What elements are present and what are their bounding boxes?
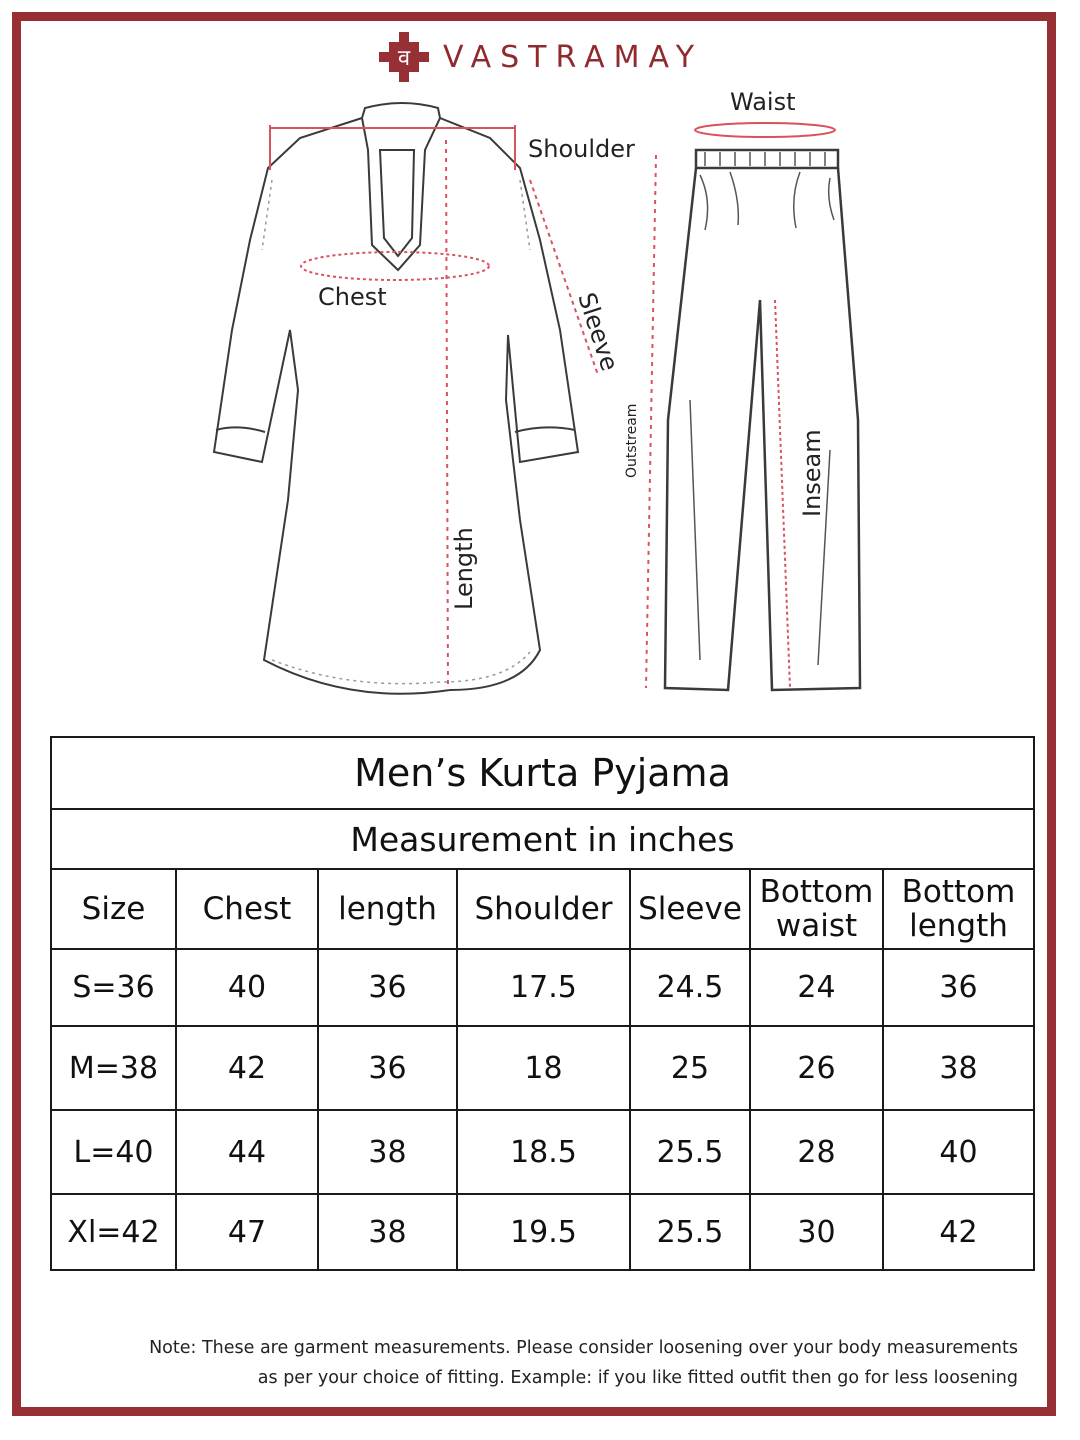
size-chart-table [50,736,1035,1271]
cell-size: Xl=42 [51,1194,176,1270]
cell-sleeve: 25.5 [630,1194,750,1270]
cell-size: L=40 [51,1110,176,1194]
header-bottom-length-line2: length [909,908,1008,944]
cell-shoulder: 18.5 [457,1110,630,1194]
header-bottom-waist-line1: Bottom [759,873,874,910]
length-label: Length [450,527,478,610]
cell-bottom-length: 40 [883,1110,1034,1194]
pyjama-measure-lines [646,123,835,688]
cell-size: M=38 [51,1026,176,1110]
chest-label: Chest [318,283,387,311]
cell-length: 36 [318,1026,457,1110]
table-row [51,949,1034,1026]
pyjama-illustration [665,150,860,690]
cell-bottom-waist: 30 [750,1194,883,1270]
kurta-measure-lines [270,125,598,690]
cell-shoulder: 17.5 [457,949,630,1026]
header-chest: Chest [176,869,318,949]
cell-bottom-waist: 26 [750,1026,883,1110]
brand-header [0,30,1080,84]
cell-shoulder: 19.5 [457,1194,630,1270]
shoulder-label: Shoulder [528,135,635,163]
cell-size: S=36 [51,949,176,1026]
pyjama-details [690,152,834,665]
cell-shoulder: 18 [457,1026,630,1110]
header-sleeve: Sleeve [630,869,750,949]
garment-diagram [0,80,1080,710]
table-title: Men’s Kurta Pyjama [51,737,1034,809]
header-bottom-length [883,869,1034,949]
note-line-1: Note: These are garment measurements. Please consider loosening over your body measurements [149,1338,1018,1358]
cell-chest: 42 [176,1026,318,1110]
cell-bottom-length: 42 [883,1194,1034,1270]
header-bottom-length-line1: Bottom [901,873,1016,910]
table-row [51,1194,1034,1270]
table-row [51,1110,1034,1194]
header-shoulder: Shoulder [457,869,630,949]
header-length: length [318,869,457,949]
waist-label: Waist [730,88,796,116]
cell-length: 36 [318,949,457,1026]
table-row [51,1026,1034,1110]
kurta-illustration [214,103,578,694]
kurta-stitch-lines [262,180,530,684]
cell-bottom-waist: 28 [750,1110,883,1194]
table-subtitle: Measurement in inches [51,809,1034,869]
cell-bottom-length: 36 [883,949,1034,1026]
brand-logo-glyph: व [397,46,411,71]
inseam-label: Inseam [798,429,826,517]
cell-chest: 40 [176,949,318,1026]
header-bottom-waist [750,869,883,949]
sleeve-label: Sleeve [572,289,624,375]
cell-length: 38 [318,1194,457,1270]
note-line-2: as per your choice of fitting. Example: if you like fitted outfit then go for less loosening [257,1368,1018,1388]
brand-logo-icon [377,30,431,84]
cell-sleeve: 25.5 [630,1110,750,1194]
cell-chest: 47 [176,1194,318,1270]
header-bottom-waist-line2: waist [775,908,858,944]
cell-length: 38 [318,1110,457,1194]
header-size: Size [51,869,176,949]
fitting-note [0,1333,1018,1393]
cell-chest: 44 [176,1110,318,1194]
cell-sleeve: 24.5 [630,949,750,1026]
cell-sleeve: 25 [630,1026,750,1110]
table-header-row [51,869,1034,949]
cell-bottom-waist: 24 [750,949,883,1026]
brand-name: VASTRAMAY [442,39,704,75]
outstream-label: Outstream [624,403,640,478]
cell-bottom-length: 38 [883,1026,1034,1110]
